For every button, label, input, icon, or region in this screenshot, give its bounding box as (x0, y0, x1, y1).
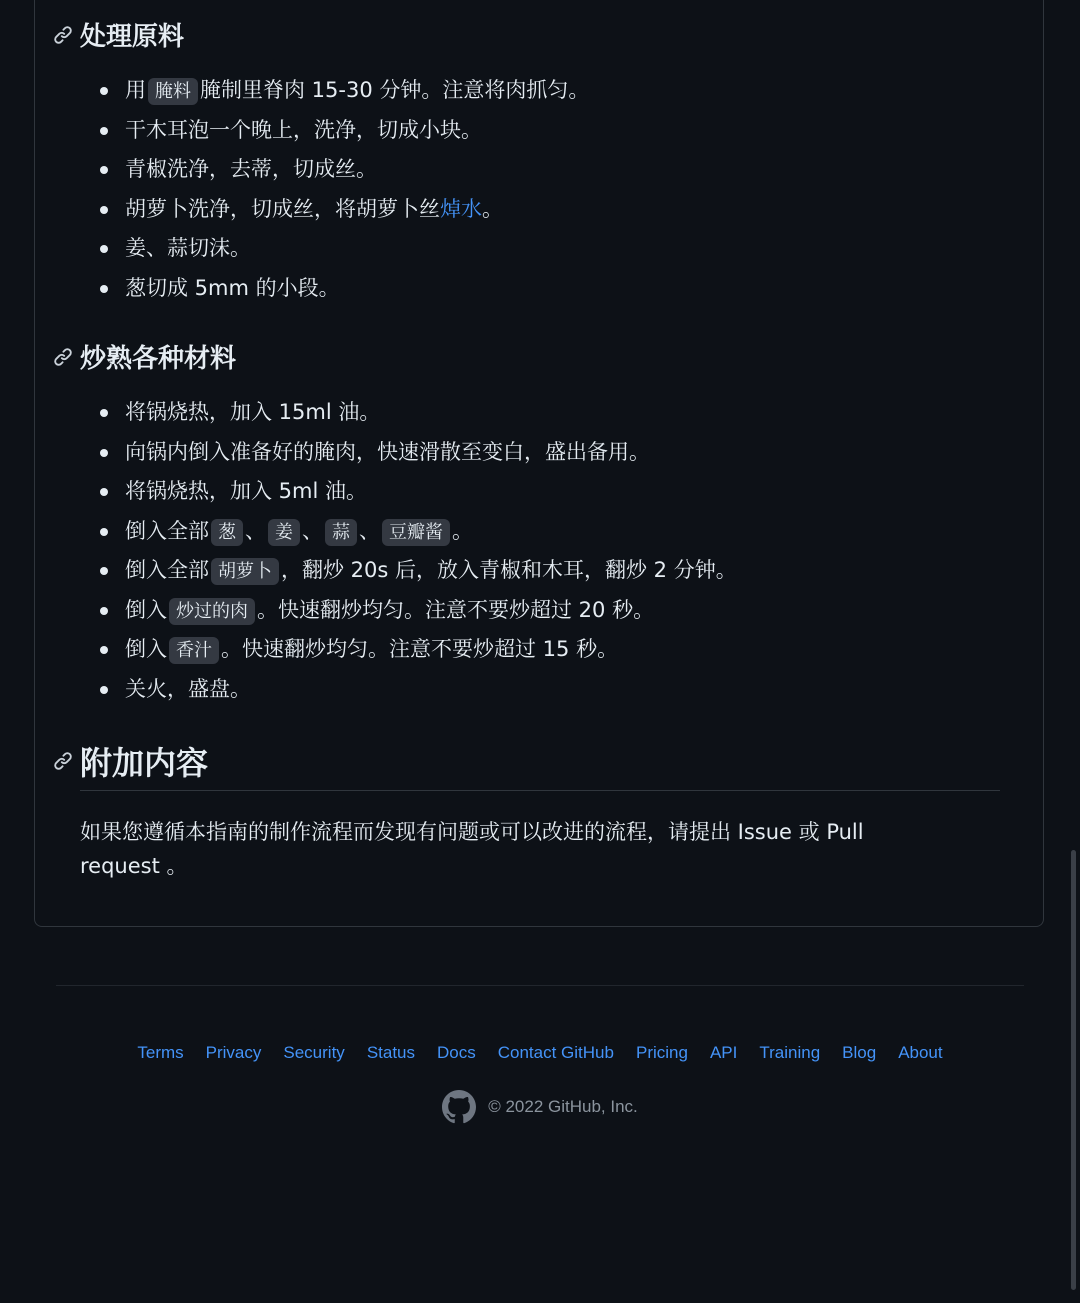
separator: 、 (302, 518, 323, 543)
inline-code: 香汁 (169, 637, 219, 664)
heading-text: 处理原料 (80, 22, 185, 52)
item-text: ，翻炒 20s 后，放入青椒和木耳，翻炒 2 分钟。 (281, 558, 737, 582)
list-item (125, 194, 503, 224)
item-text: 胡萝卜洗净，切成丝，将胡萝卜丝 (125, 196, 440, 221)
contribution-paragraph (80, 815, 980, 883)
heading-divider (80, 790, 1000, 791)
heading-text: 炒熟各种材料 (80, 344, 237, 374)
item-text: 倒入全部 (125, 518, 209, 543)
link-icon[interactable] (52, 346, 74, 368)
item-text: 腌制里脊肉 15-30 分钟。注意将肉抓匀。 (200, 78, 590, 102)
item-text: 青椒洗净，去蒂，切成丝。 (125, 157, 377, 181)
heading-extra (52, 738, 208, 784)
list-item (125, 273, 340, 303)
inline-code: 炒过的肉 (169, 598, 255, 625)
inline-code: 蒜 (325, 519, 357, 546)
footer-divider (56, 985, 1024, 986)
item-text: 干木耳泡一个晚上，洗净，切成小块。 (125, 117, 482, 142)
inline-code: 葱 (211, 519, 243, 546)
list-item (125, 437, 650, 467)
list-item (125, 154, 377, 184)
list-item (125, 634, 618, 666)
heading-prepare (52, 16, 184, 53)
footer-link-status[interactable]: Status (366, 1043, 416, 1062)
footer-link-blog[interactable]: Blog (842, 1043, 877, 1062)
list-item (125, 397, 380, 427)
link-icon[interactable] (52, 750, 74, 772)
inline-code: 姜 (268, 519, 300, 546)
heading-text: 附加内容 (80, 744, 209, 782)
link-icon[interactable] (52, 24, 74, 46)
item-text: 倒入 (125, 597, 167, 622)
item-text: 倒入全部 (125, 558, 209, 582)
list-item (125, 115, 482, 145)
item-text: 关火，盛盘。 (125, 676, 251, 701)
item-text: 向锅内倒入准备好的腌肉，快速滑散至变白，盛出备用。 (125, 439, 650, 464)
paragraph-line-2: request 。 (80, 854, 188, 878)
list-item (125, 595, 654, 627)
item-text: 姜、蒜切沫。 (125, 236, 251, 260)
footer-copyright (0, 1090, 1080, 1124)
inline-code: 腌料 (148, 78, 198, 105)
separator: 、 (359, 518, 380, 543)
list-item (125, 516, 473, 548)
list-item (125, 555, 737, 587)
separator: 、 (245, 518, 266, 543)
item-text: 。快速翻炒均匀。注意不要炒超过 15 秒。 (221, 637, 619, 661)
github-mark-icon[interactable] (442, 1090, 476, 1124)
inline-code: 豆瓣酱 (382, 519, 450, 546)
item-text: 葱切成 5mm 的小段。 (125, 275, 340, 300)
list-item (125, 674, 251, 704)
item-text: 。快速翻炒均匀。注意不要炒超过 20 秒。 (257, 597, 655, 622)
item-text: 将锅烧热，加入 15ml 油。 (125, 400, 381, 424)
inline-link[interactable]: 焯水 (440, 196, 482, 221)
footer-link-api[interactable]: API (709, 1043, 738, 1062)
paragraph-line-1: 如果您遵循本指南的制作流程而发现有问题或可以改进的流程，请提出 Issue 或 Pull (80, 820, 864, 844)
item-text: 。 (482, 196, 503, 221)
footer-nav (0, 1043, 1080, 1063)
heading-stirfry (52, 338, 236, 375)
item-text: 。 (452, 518, 473, 543)
list-item (125, 476, 367, 506)
copyright-text: © 2022 GitHub, Inc. (488, 1097, 638, 1116)
footer-link-pricing[interactable]: Pricing (635, 1043, 688, 1062)
footer-link-docs[interactable]: Docs (437, 1043, 476, 1062)
item-text: 将锅烧热，加入 5ml 油。 (125, 479, 368, 503)
footer-link-training[interactable]: Training (759, 1043, 821, 1062)
scrollbar[interactable] (1071, 850, 1076, 1290)
item-text: 用 (125, 78, 146, 102)
footer-link-security[interactable]: Security (283, 1043, 345, 1062)
footer-link-privacy[interactable]: Privacy (205, 1043, 262, 1062)
list-item (125, 75, 589, 107)
list-item (125, 233, 251, 263)
inline-code: 胡萝卜 (211, 558, 279, 585)
footer-link-contact-github[interactable]: Contact GitHub (497, 1043, 614, 1062)
footer-link-about[interactable]: About (898, 1043, 943, 1062)
footer-link-terms[interactable]: Terms (137, 1043, 184, 1062)
item-text: 倒入 (125, 637, 167, 661)
